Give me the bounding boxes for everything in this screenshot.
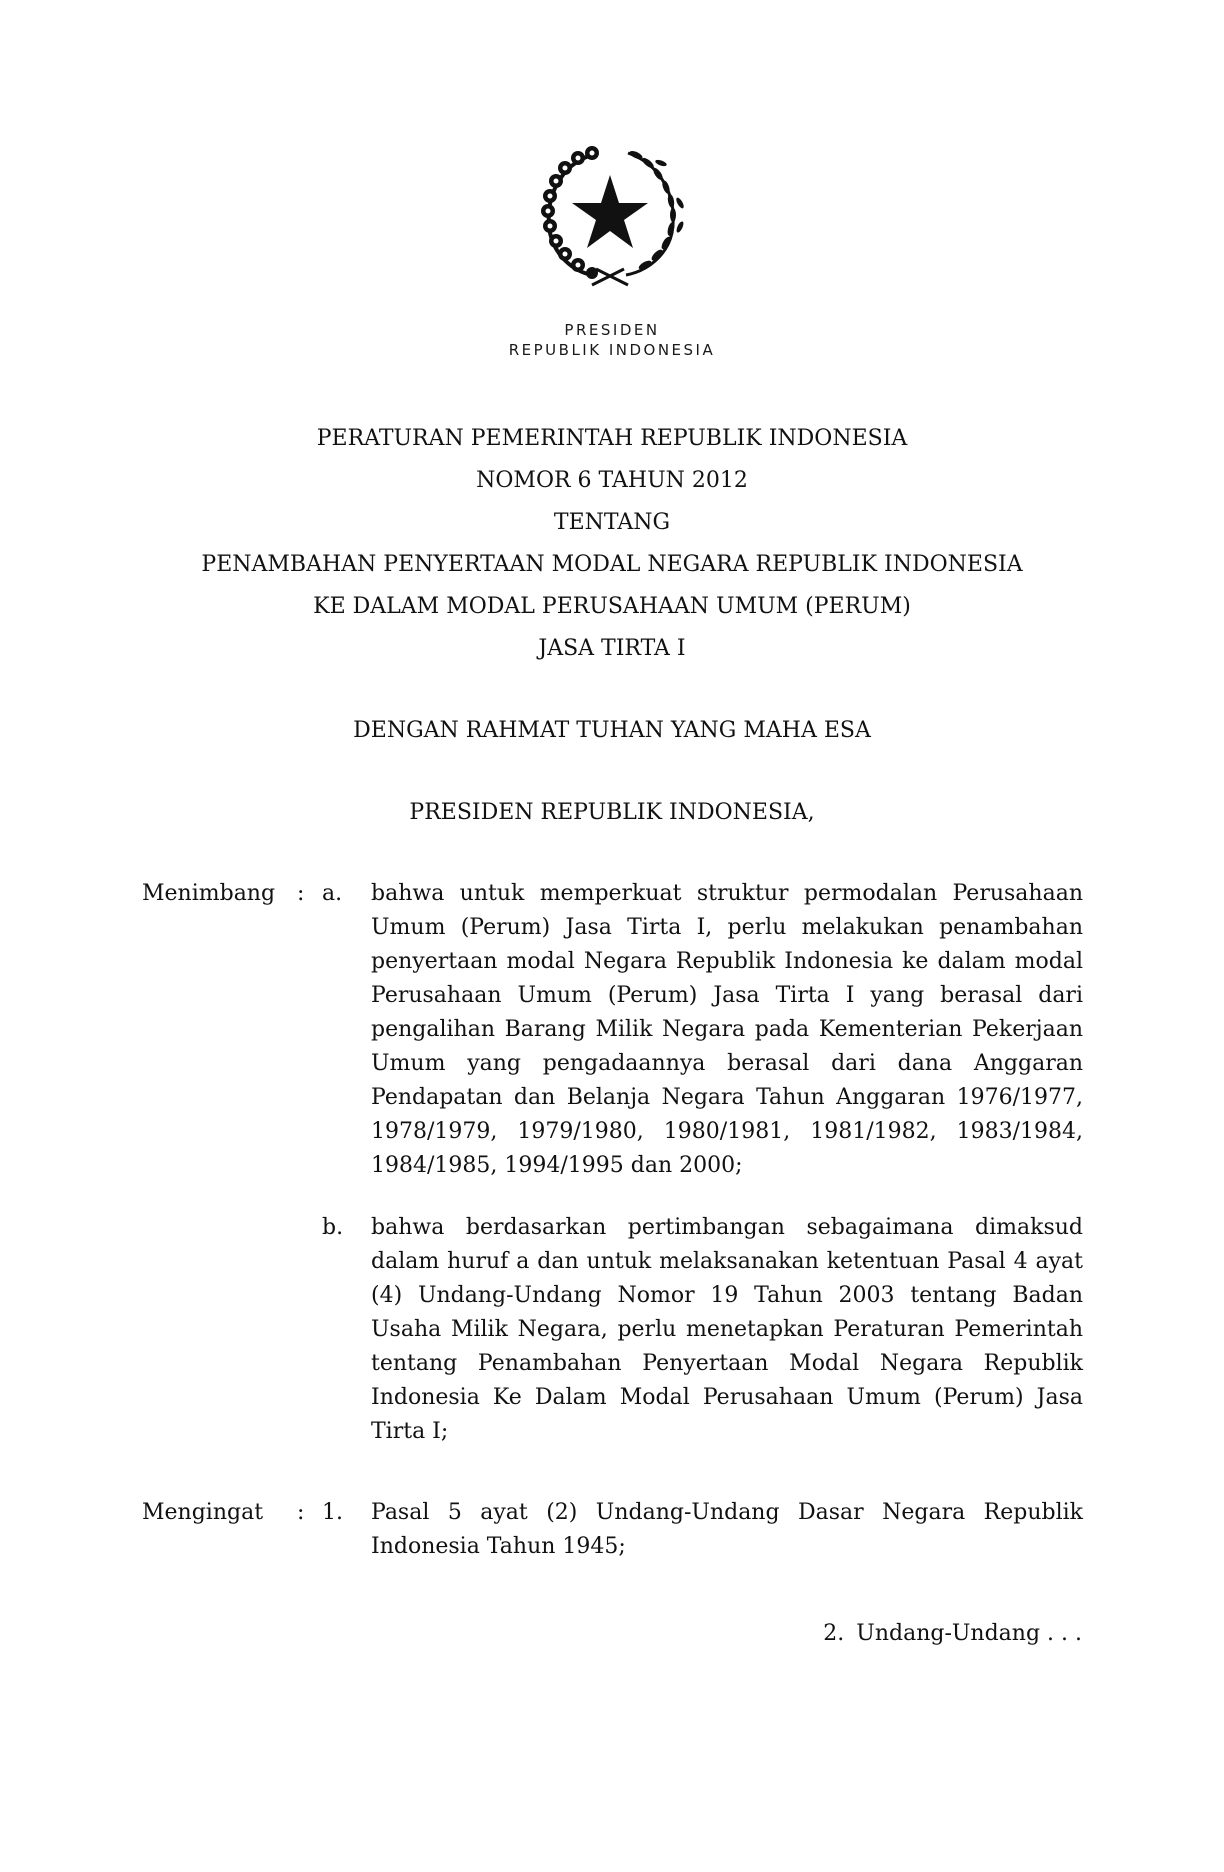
mengingat-label: Mengingat xyxy=(142,1500,264,1525)
emblem-caption-republik: REPUBLIK INDONESIA xyxy=(508,341,716,359)
item-marker-a: a. xyxy=(322,881,343,906)
issuer: PRESIDEN REPUBLIK INDONESIA, xyxy=(409,800,815,825)
presidential-seal-icon xyxy=(530,143,690,293)
emblem-caption-presiden: PRESIDEN xyxy=(564,321,660,339)
menimbang-item-b: bahwa berdasarkan pertimbangan sebagaimana dimaksud dalam huruf a dan untuk melaksanakan ketentuan Pasal 4 ayat (4) Undang-Undang Nomor 19 Tahun 2003 tentang Badan Usaha Milik Negara, perlu menetapkan Peraturan Pemerintah tentang Penambahan Penyertaan Modal Negara Republik Indonesia Ke Dalam Modal Perusahaan Umum (Perum) Jasa Tirta I; xyxy=(371,1215,1083,1444)
mengingat-item-1: Pasal 5 ayat (2) Undang-Undang Dasar Negara Republik Indonesia Tahun 1945; xyxy=(371,1500,1083,1559)
invocation: DENGAN RAHMAT TUHAN YANG MAHA ESA xyxy=(353,718,871,743)
item-marker-b: b. xyxy=(322,1215,344,1240)
menimbang-colon: : xyxy=(297,881,305,906)
menimbang-item-a: bahwa untuk memperkuat struktur permodalan Perusahaan Umum (Perum) Jasa Tirta I, perlu melakukan penambahan penyertaan modal Negara Republik Indonesia ke dalam modal Perusahaan Umum (Perum) Jasa Tirta I yang berasal dari pengalihan Barang Milik Negara pada Kementerian Pekerjaan Umum yang pengadaannya berasal dari dana Anggaran Pendapatan dan Belanja Negara Tahun Anggaran 1976/1977, 1978/1979, 1979/1980, 1980/1981, 1981/1982, 1983/1984, 1984/1985, 1994/1995 dan 2000; xyxy=(371,881,1083,1178)
catchword-text: Undang-Undang . . . xyxy=(856,1621,1082,1646)
title-line-about: TENTANG xyxy=(553,510,671,535)
title-line-subject-2: KE DALAM MODAL PERUSAHAAN UMUM (PERUM) xyxy=(313,594,911,619)
document-title xyxy=(0,418,1224,670)
title-line-regulation: PERATURAN PEMERINTAH REPUBLIK INDONESIA xyxy=(316,426,908,451)
item-marker-1: 1. xyxy=(322,1500,343,1525)
menimbang-label: Menimbang xyxy=(142,881,276,906)
title-line-subject-1: PENAMBAHAN PENYERTAAN MODAL NEGARA REPUBLIK INDONESIA xyxy=(201,552,1023,577)
title-line-number: NOMOR 6 TAHUN 2012 xyxy=(476,468,748,493)
continuation-catchword xyxy=(823,1617,1082,1651)
title-line-subject-3: JASA TIRTA I xyxy=(538,636,686,661)
catchword-marker: 2. xyxy=(823,1621,845,1646)
mengingat-colon: : xyxy=(297,1500,305,1525)
